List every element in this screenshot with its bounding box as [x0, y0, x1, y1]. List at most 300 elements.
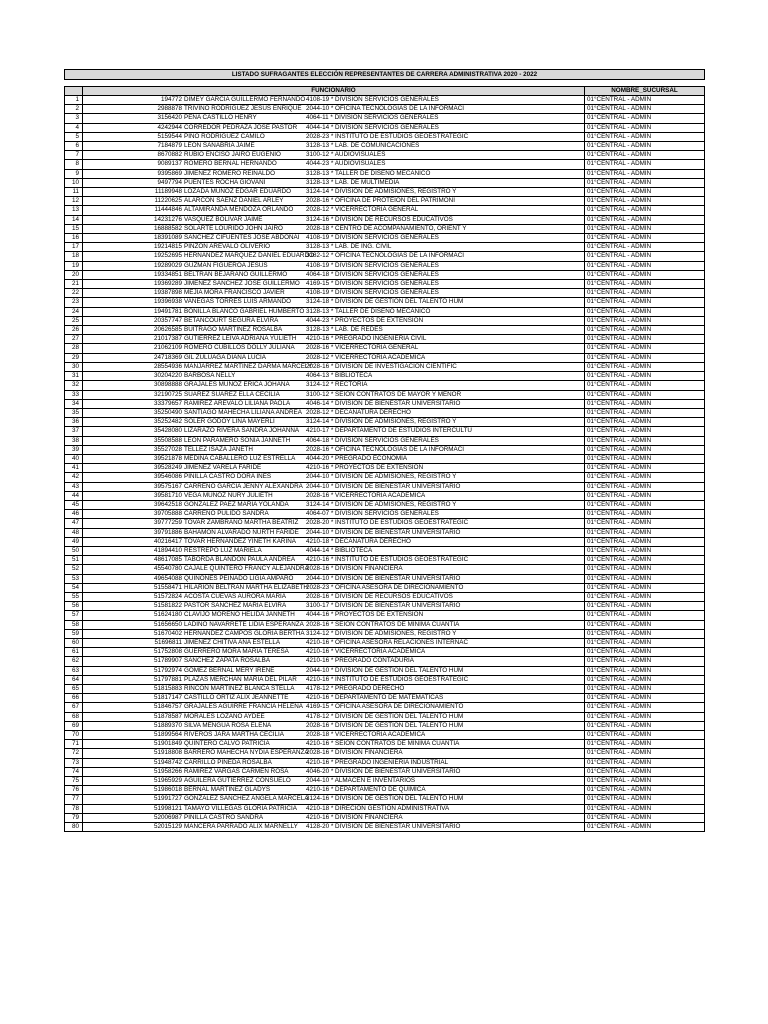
employee-id: 28554936 — [153, 362, 182, 370]
employee-name: CARREÑO PULIDO SANDRA — [184, 510, 269, 518]
employee-position: 4044-14 * BIBLIOTECA — [306, 546, 373, 554]
employee-position: 4210-16 * PREGRADO CONTADURIA — [306, 657, 415, 665]
row-number: 22 — [65, 289, 83, 298]
header-sucursal: NOMBRE_SUCURSAL — [585, 87, 705, 96]
employee-name: GONZALEZ SANCHEZ ANGELA MARCELA — [184, 795, 309, 803]
funcionario-cell — [83, 685, 585, 694]
row-number: 67 — [65, 703, 83, 712]
funcionario-cell — [83, 188, 585, 197]
sucursal-cell: 01°CENTRAL - ADMIN — [585, 261, 705, 270]
employee-name: BARRERO MAHECHA NYDIA ESPERANZA — [184, 749, 309, 757]
table-row — [65, 280, 705, 289]
funcionario-cell — [83, 510, 585, 519]
row-number: 24 — [65, 307, 83, 316]
table-row — [65, 565, 705, 574]
row-number: 15 — [65, 224, 83, 233]
title-row — [65, 70, 705, 80]
table-row — [65, 408, 705, 417]
table-row — [65, 473, 705, 482]
employee-position: 4210-16 * PREGRADO INGENIERIA CIVIL — [306, 335, 427, 343]
row-number: 80 — [65, 823, 83, 832]
funcionario-cell — [83, 418, 585, 427]
table-row — [65, 749, 705, 758]
table-row — [65, 418, 705, 427]
funcionario-cell — [83, 270, 585, 279]
funcionario-cell — [83, 767, 585, 776]
table-row — [65, 252, 705, 261]
sucursal-cell: 01°CENTRAL - ADMIN — [585, 731, 705, 740]
row-number: 61 — [65, 648, 83, 657]
employee-name: VANEGAS TORRES LUIS ARMANDO — [184, 298, 292, 306]
funcionario-cell — [83, 592, 585, 601]
table-row — [65, 316, 705, 325]
sucursal-cell: 01°CENTRAL - ADMIN — [585, 629, 705, 638]
row-number: 27 — [65, 335, 83, 344]
table-row — [65, 666, 705, 675]
table-row — [65, 510, 705, 519]
table-row — [65, 123, 705, 132]
employee-position: 4210-16 * PREGRADO INGENIERIA INDUSTRIAL — [306, 758, 449, 766]
employee-id: 39575167 — [153, 482, 182, 490]
funcionario-cell — [83, 142, 585, 151]
employee-position: 4064-07 * DIVISION SERVICIOS GENERALES — [306, 510, 439, 518]
table-row — [65, 592, 705, 601]
employee-id: 51846757 — [153, 703, 182, 711]
employee-position: 2028-16 * DIVISION DE GESTION DEL TALENTO HUM — [306, 721, 464, 729]
row-number: 6 — [65, 142, 83, 151]
table-row — [65, 206, 705, 215]
sucursal-cell: 01°CENTRAL - ADMIN — [585, 353, 705, 362]
row-number: 58 — [65, 620, 83, 629]
employee-position: 4064-18 * DIVISION SERVICIOS GENERALES — [306, 270, 439, 278]
employee-id: 9395869 — [157, 169, 182, 177]
funcionario-cell — [83, 197, 585, 206]
employee-position: 3100-17 * DIVISION DE BIENESTAR UNIVERSITARIO — [306, 602, 461, 610]
sucursal-cell: 01°CENTRAL - ADMIN — [585, 804, 705, 813]
employee-position: 3124-12 * DIVISION DE ADMISIONES, REGISTRO Y — [306, 629, 457, 637]
employee-name: PLAZAS MERCHAN MARIA DEL PILAR — [184, 675, 297, 683]
employee-id: 39521878 — [153, 454, 182, 462]
table-row — [65, 105, 705, 114]
funcionario-cell — [83, 795, 585, 804]
sucursal-cell: 01°CENTRAL - ADMIN — [585, 500, 705, 509]
employee-name: DIMEY GARCIA GUILLERMO FERNANDO — [184, 96, 306, 103]
employee-id: 11189948 — [154, 188, 182, 196]
sucursal-cell: 01°CENTRAL - ADMIN — [585, 583, 705, 592]
employee-id: 45540780 — [153, 565, 182, 573]
sucursal-cell: 01°CENTRAL - ADMIN — [585, 795, 705, 804]
employee-position: 4128-20 * DIVISION DE BIENESTAR UNIVERSITARIO — [306, 823, 461, 831]
funcionario-cell — [83, 786, 585, 795]
employee-name: SOLER GODOY LINA MAYERLI — [184, 418, 275, 426]
funcionario-cell — [83, 546, 585, 555]
sucursal-cell: 01°CENTRAL - ADMIN — [585, 464, 705, 473]
funcionario-cell — [83, 123, 585, 132]
row-number: 8 — [65, 160, 83, 169]
employee-position: 4210-17 * DEPARTAMENTO DE ESTUDIOS INTERCULTU — [306, 427, 472, 435]
employee-id: 51696811 — [154, 638, 182, 646]
row-number: 38 — [65, 436, 83, 445]
employee-name: QUIÑONES PEINADO LIGIA AMPARO — [184, 574, 294, 582]
sucursal-cell: 01°CENTRAL - ADMIN — [585, 749, 705, 758]
table-row — [65, 298, 705, 307]
employee-position: 3124-14 * DIVISION DE ADMISIONES, REGISTRO Y — [306, 418, 457, 426]
row-number: 23 — [65, 298, 83, 307]
row-number: 44 — [65, 491, 83, 500]
table-row — [65, 399, 705, 408]
sucursal-cell: 01°CENTRAL - ADMIN — [585, 326, 705, 335]
table-row — [65, 197, 705, 206]
table-row — [65, 786, 705, 795]
employee-id: 19396938 — [153, 298, 182, 306]
employee-id: 19214815 — [153, 243, 182, 251]
table-row — [65, 270, 705, 279]
employee-name: BUITRAGO MARTINEZ ROSALBA — [184, 326, 283, 334]
table-row — [65, 344, 705, 353]
funcionario-cell — [83, 813, 585, 822]
employee-position: 4210-16 * INSTITUTO DE ESTUDIOS GEOESTRATEGIC — [306, 556, 469, 564]
employee-position: 3124-18 * DIVISION DE GESTION DEL TALENTO HUM — [306, 298, 464, 306]
employee-name: MEDINA CABALLERO LUZ ESTRELLA — [184, 454, 296, 462]
employee-name: AGUILERA GUTIERREZ CONSUELO — [184, 777, 291, 785]
employee-name: CLAVIJO MORENO HELIDA JANNETH — [184, 611, 295, 619]
employee-position: 2028-16 * VICERRECTORIA ACADEMICA — [306, 491, 426, 499]
table-row — [65, 464, 705, 473]
sucursal-cell: 01°CENTRAL - ADMIN — [585, 703, 705, 712]
funcionario-cell — [83, 666, 585, 675]
funcionario-cell — [83, 326, 585, 335]
employee-id: 35527028 — [153, 445, 182, 453]
employee-name: PEÑA CASTILLO HENRY — [184, 114, 257, 122]
employee-id: 51752808 — [153, 648, 182, 656]
employee-id: 51965929 — [153, 777, 182, 785]
employee-name: JIMENEZ CHITIVA ANA ESTELLA — [184, 638, 281, 646]
employee-id: 51792974 — [153, 666, 182, 674]
funcionario-cell — [83, 565, 585, 574]
row-number: 76 — [65, 786, 83, 795]
sucursal-cell: 01°CENTRAL - ADMIN — [585, 362, 705, 371]
row-number: 39 — [65, 445, 83, 454]
sucursal-cell: 01°CENTRAL - ADMIN — [585, 169, 705, 178]
employee-name: PASTOR SANCHEZ MARIA ELVIRA — [184, 602, 287, 610]
sucursal-cell: 01°CENTRAL - ADMIN — [585, 685, 705, 694]
sucursal-cell: 01°CENTRAL - ADMIN — [585, 114, 705, 123]
funcionario-cell — [83, 243, 585, 252]
employee-position: 2044-10 * DIVISION DE BIENESTAR UNIVERSITARIO — [306, 528, 461, 536]
employee-id: 51817147 — [153, 694, 182, 702]
row-number: 31 — [65, 372, 83, 381]
employee-id: 2988878 — [157, 105, 182, 113]
funcionario-cell — [83, 114, 585, 123]
employee-position: 2028-16 * DIVISION DE INVESTIGACION CIENTIFIC — [306, 362, 457, 370]
table-row — [65, 243, 705, 252]
employee-id: 194772 — [160, 96, 182, 103]
table-row — [65, 482, 705, 491]
funcionario-cell — [83, 307, 585, 316]
employee-position: 2028-16 * OFICINA DE PROTEION DEL PATRIMONI — [306, 197, 455, 205]
employee-id: 19252695 — [153, 252, 182, 260]
table-row — [65, 519, 705, 528]
employee-name: TOVAR ZAMBRANO MARTHA BEATRIZ — [184, 519, 299, 527]
sucursal-cell: 01°CENTRAL - ADMIN — [585, 224, 705, 233]
employee-id: 39581710 — [153, 491, 182, 499]
sucursal-cell: 01°CENTRAL - ADMIN — [585, 786, 705, 795]
sucursal-cell: 01°CENTRAL - ADMIN — [585, 408, 705, 417]
employee-id: 19369289 — [153, 280, 182, 288]
sucursal-cell: 01°CENTRAL - ADMIN — [585, 620, 705, 629]
employee-id: 5159544 — [157, 132, 182, 140]
table-row — [65, 178, 705, 187]
table-row — [65, 712, 705, 721]
funcionario-cell — [83, 491, 585, 500]
sucursal-cell: 01°CENTRAL - ADMIN — [585, 344, 705, 353]
row-number: 79 — [65, 813, 83, 822]
row-number: 3 — [65, 114, 83, 123]
employee-position: 4169-15 * OFICINA ASESORA DE DIRECIONAMIENTO — [306, 703, 464, 711]
employee-name: LIZARAZO RIVERA SANDRA JOHANNA — [184, 427, 300, 435]
sucursal-cell: 01°CENTRAL - ADMIN — [585, 712, 705, 721]
employee-position: 4064-11 * DIVISION SERVICIOS GENERALES — [306, 114, 439, 122]
sucursal-cell: 01°CENTRAL - ADMIN — [585, 390, 705, 399]
table-row — [65, 657, 705, 666]
funcionario-cell — [83, 261, 585, 270]
employee-id: 19289029 — [153, 261, 182, 269]
table-row — [65, 767, 705, 776]
employee-name: TOVAR HERNANDEZ YINETH KARINA — [184, 537, 296, 545]
sucursal-cell: 01°CENTRAL - ADMIN — [585, 418, 705, 427]
employee-id: 33379657 — [153, 399, 182, 407]
employee-position: 3128-13 * LAB. DE MULTIMEDIA — [306, 178, 400, 186]
sucursal-cell: 01°CENTRAL - ADMIN — [585, 142, 705, 151]
funcionario-cell — [83, 758, 585, 767]
employee-position: 2044-10 * DIVISION DE BIENESTAR UNIVERSITARIO — [306, 574, 461, 582]
employee-id: 3156420 — [157, 114, 182, 122]
funcionario-cell — [83, 556, 585, 565]
employee-id: 51815883 — [153, 685, 182, 692]
sucursal-cell: 01°CENTRAL - ADMIN — [585, 777, 705, 786]
funcionario-cell — [83, 399, 585, 408]
funcionario-cell — [83, 105, 585, 114]
employee-name: JIMENEZ SANCHEZ JOSE GUILLERMO — [184, 280, 300, 288]
employee-id: 52015129 — [153, 823, 182, 831]
funcionario-cell — [83, 519, 585, 528]
employee-name: CARREÑO GARCIA JENNY ALEXANDRA — [184, 482, 303, 490]
employee-name: ROMERO CUBILLOS DOLLY JULIANA — [184, 344, 295, 352]
employee-position: 3124-16 * DIVISION DE GESTION DEL TALENTO HUM — [306, 795, 464, 803]
employee-name: GUERRERO MORA MARIA TERESA — [184, 648, 289, 656]
table-row — [65, 427, 705, 436]
employee-name: SANTIAGO MAHECHA LILIANA ANDREA — [184, 408, 302, 416]
sucursal-cell: 01°CENTRAL - ADMIN — [585, 372, 705, 381]
row-number: 7 — [65, 151, 83, 160]
table-row — [65, 132, 705, 141]
employee-position: 2028-16 * VICERRECTORIA GENERAL — [306, 344, 419, 352]
row-number: 48 — [65, 528, 83, 537]
table-row — [65, 583, 705, 592]
employee-name: TRIVIÑO RODRIGUEZ JESUS ENRIQUE — [184, 105, 302, 113]
employee-id: 51948742 — [153, 758, 182, 766]
funcionario-cell — [83, 381, 585, 390]
employee-name: JIMENEZ VARELA FARIDE — [184, 464, 262, 472]
employee-name: BELTRAN BEJARANO GUILLERMO — [184, 270, 288, 278]
employee-name: MANCERA PARRADO ALIX MARNELLY — [184, 823, 298, 831]
employee-position: 2028-23 * OFICINA ASESORA DE DIRECIONAMIENTO — [306, 583, 464, 591]
employee-position: 4210-16 * DIVISION FINANCIERA — [306, 813, 403, 821]
row-number: 62 — [65, 657, 83, 666]
sucursal-cell: 01°CENTRAL - ADMIN — [585, 436, 705, 445]
employee-position: 4178-12 * DIVISION DE GESTION DEL TALENTO HUM — [306, 712, 464, 720]
funcionario-cell — [83, 657, 585, 666]
row-number: 63 — [65, 666, 83, 675]
row-number: 46 — [65, 510, 83, 519]
funcionario-cell — [83, 224, 585, 233]
funcionario-cell — [83, 353, 585, 362]
table-row — [65, 151, 705, 160]
table-row — [65, 381, 705, 390]
table-row — [65, 436, 705, 445]
funcionario-cell — [83, 583, 585, 592]
employee-name: TABORDA BLANDON PAULA ANDREA — [184, 556, 296, 564]
sucursal-cell: 01°CENTRAL - ADMIN — [585, 215, 705, 224]
funcionario-cell — [83, 712, 585, 721]
table-row — [65, 804, 705, 813]
employee-name: HERNANDEZ MARQUEZ DANIEL EDUARDO — [184, 252, 314, 260]
sucursal-cell: 01°CENTRAL - ADMIN — [585, 602, 705, 611]
sucursal-cell: 01°CENTRAL - ADMIN — [585, 307, 705, 316]
table-row — [65, 758, 705, 767]
header-funcionario: FUNCIONARIO — [83, 87, 585, 96]
employee-name: LEON PARAMERO SONIA JANNETH — [184, 436, 291, 444]
employee-id: 11444846 — [154, 206, 182, 214]
employee-position: 2044-10 * ALMACEN E INVENTARIOS — [306, 777, 416, 785]
row-number: 51 — [65, 556, 83, 565]
row-number: 60 — [65, 638, 83, 647]
employee-name: SANCHEZ CIFUENTES JOSE ABDONAI — [184, 234, 300, 242]
row-number: 12 — [65, 197, 83, 206]
employee-name: JIMENEZ ROMERO REINALDO — [184, 169, 275, 177]
employee-position: 3128-13 * LAB. DE ING. CIVIL — [306, 243, 392, 251]
employee-name: PUENTES ROCHA GIOVANI — [184, 178, 266, 186]
row-number: 4 — [65, 123, 83, 132]
employee-name: GOMEZ BERNAL MERY IRENE — [184, 666, 275, 674]
row-number: 13 — [65, 206, 83, 215]
table-row — [65, 611, 705, 620]
sucursal-cell: 01°CENTRAL - ADMIN — [585, 316, 705, 325]
employee-id: 4242944 — [157, 123, 182, 131]
row-number: 77 — [65, 795, 83, 804]
employee-position: 4210-16 * VICERRECTORIA ACADEMICA — [306, 648, 426, 656]
employee-position: 3124-16 * DIVISION DE RECURSOS EDUCATIVOS — [306, 215, 453, 223]
employee-name: QUINTERO CALVO PATRICIA — [184, 740, 270, 748]
employee-id: 51624180 — [153, 611, 182, 619]
employee-name: PINO RODRIGUEZ CAMILO — [184, 132, 265, 140]
employee-name: VEGA MUÑOZ NURY JULIETH — [184, 491, 273, 499]
row-number: 2 — [65, 105, 83, 114]
table-row — [65, 574, 705, 583]
employee-name: BARBOSA NELLY — [184, 372, 236, 380]
row-number: 75 — [65, 777, 83, 786]
table-row — [65, 224, 705, 233]
row-number: 54 — [65, 583, 83, 592]
sucursal-cell: 01°CENTRAL - ADMIN — [585, 823, 705, 832]
sucursal-cell: 01°CENTRAL - ADMIN — [585, 234, 705, 243]
employee-position: 4044-16 * PROYECTOS DE EXTENSION — [306, 611, 424, 619]
funcionario-cell — [83, 234, 585, 243]
funcionario-cell — [83, 804, 585, 813]
table-row — [65, 289, 705, 298]
employee-position: 4178-12 * PREGRADO DERECHO — [306, 685, 405, 692]
table-row — [65, 114, 705, 123]
table-row — [65, 142, 705, 151]
employee-id: 51986018 — [153, 786, 182, 794]
employee-name: ROMERO BERNAL HERNANDO — [184, 160, 277, 168]
spreadsheet — [64, 69, 704, 832]
sucursal-cell: 01°CENTRAL - ADMIN — [585, 243, 705, 252]
table-row — [65, 362, 705, 371]
employee-id: 11220625 — [154, 197, 182, 205]
employee-position: 4210-16 * DEPARTAMENTO DE MATEMATICAS — [306, 694, 444, 702]
employee-id: 40216417 — [153, 537, 182, 545]
funcionario-cell — [83, 169, 585, 178]
sucursal-cell: 01°CENTRAL - ADMIN — [585, 206, 705, 215]
employee-id: 32190725 — [153, 390, 182, 398]
employee-position: 2044-10 * DIVISION DE GESTION DEL TALENTO HUM — [306, 666, 464, 674]
sucursal-cell: 01°CENTRAL - ADMIN — [585, 252, 705, 261]
employee-position: 4108-19 * DIVISION SERVICIOS GENERALES — [306, 289, 439, 297]
employee-position: 4169-15 * DIVISION SERVICIOS GENERALES — [306, 280, 439, 288]
employee-name: GONZALEZ PAEZ MARIA YOLANDA — [184, 500, 289, 508]
row-number: 20 — [65, 270, 83, 279]
table-row — [65, 353, 705, 362]
employee-name: PINZON AREVALO OLIVERIO — [184, 243, 270, 251]
employee-position: 4210-16 * INSTITUTO DE ESTUDIOS GEOESTRATEGIC — [306, 675, 469, 683]
sucursal-cell: 01°CENTRAL - ADMIN — [585, 638, 705, 647]
table-row — [65, 721, 705, 730]
funcionario-cell — [83, 528, 585, 537]
employee-name: HILARION BELTRAN MARTHA ELIZABETH — [184, 583, 308, 591]
sucursal-cell: 01°CENTRAL - ADMIN — [585, 188, 705, 197]
sucursal-cell: 01°CENTRAL - ADMIN — [585, 335, 705, 344]
funcionario-cell — [83, 703, 585, 712]
row-number: 45 — [65, 500, 83, 509]
table-row — [65, 491, 705, 500]
employee-position: 4044-23 * PROYECTOS DE EXTENSION — [306, 316, 424, 324]
row-number: 56 — [65, 602, 83, 611]
sucursal-cell: 01°CENTRAL - ADMIN — [585, 528, 705, 537]
row-number: 41 — [65, 464, 83, 473]
table-row — [65, 160, 705, 169]
employee-position: 3128-13 * TALLER DE DISEÑO MECANICO — [306, 169, 431, 177]
funcionario-cell — [83, 96, 585, 105]
row-number: 70 — [65, 731, 83, 740]
row-number: 5 — [65, 132, 83, 141]
row-number: 17 — [65, 243, 83, 252]
row-number: 72 — [65, 749, 83, 758]
employee-id: 39546086 — [153, 473, 182, 481]
funcionario-cell — [83, 445, 585, 454]
employee-id: 48617085 — [153, 556, 182, 564]
employee-name: CARRILLO PINEDA ROSALBA — [184, 758, 272, 766]
row-number: 30 — [65, 362, 83, 371]
employee-id: 9089137 — [157, 160, 182, 168]
employee-id: 18391089 — [153, 234, 182, 242]
employee-id: 39642518 — [153, 500, 182, 508]
row-number: 68 — [65, 712, 83, 721]
funcionario-cell — [83, 721, 585, 730]
table-row — [65, 703, 705, 712]
employee-name: TAMAYO VILLEGAS GLORIA PATRICIA — [184, 804, 297, 812]
sucursal-cell: 01°CENTRAL - ADMIN — [585, 657, 705, 666]
